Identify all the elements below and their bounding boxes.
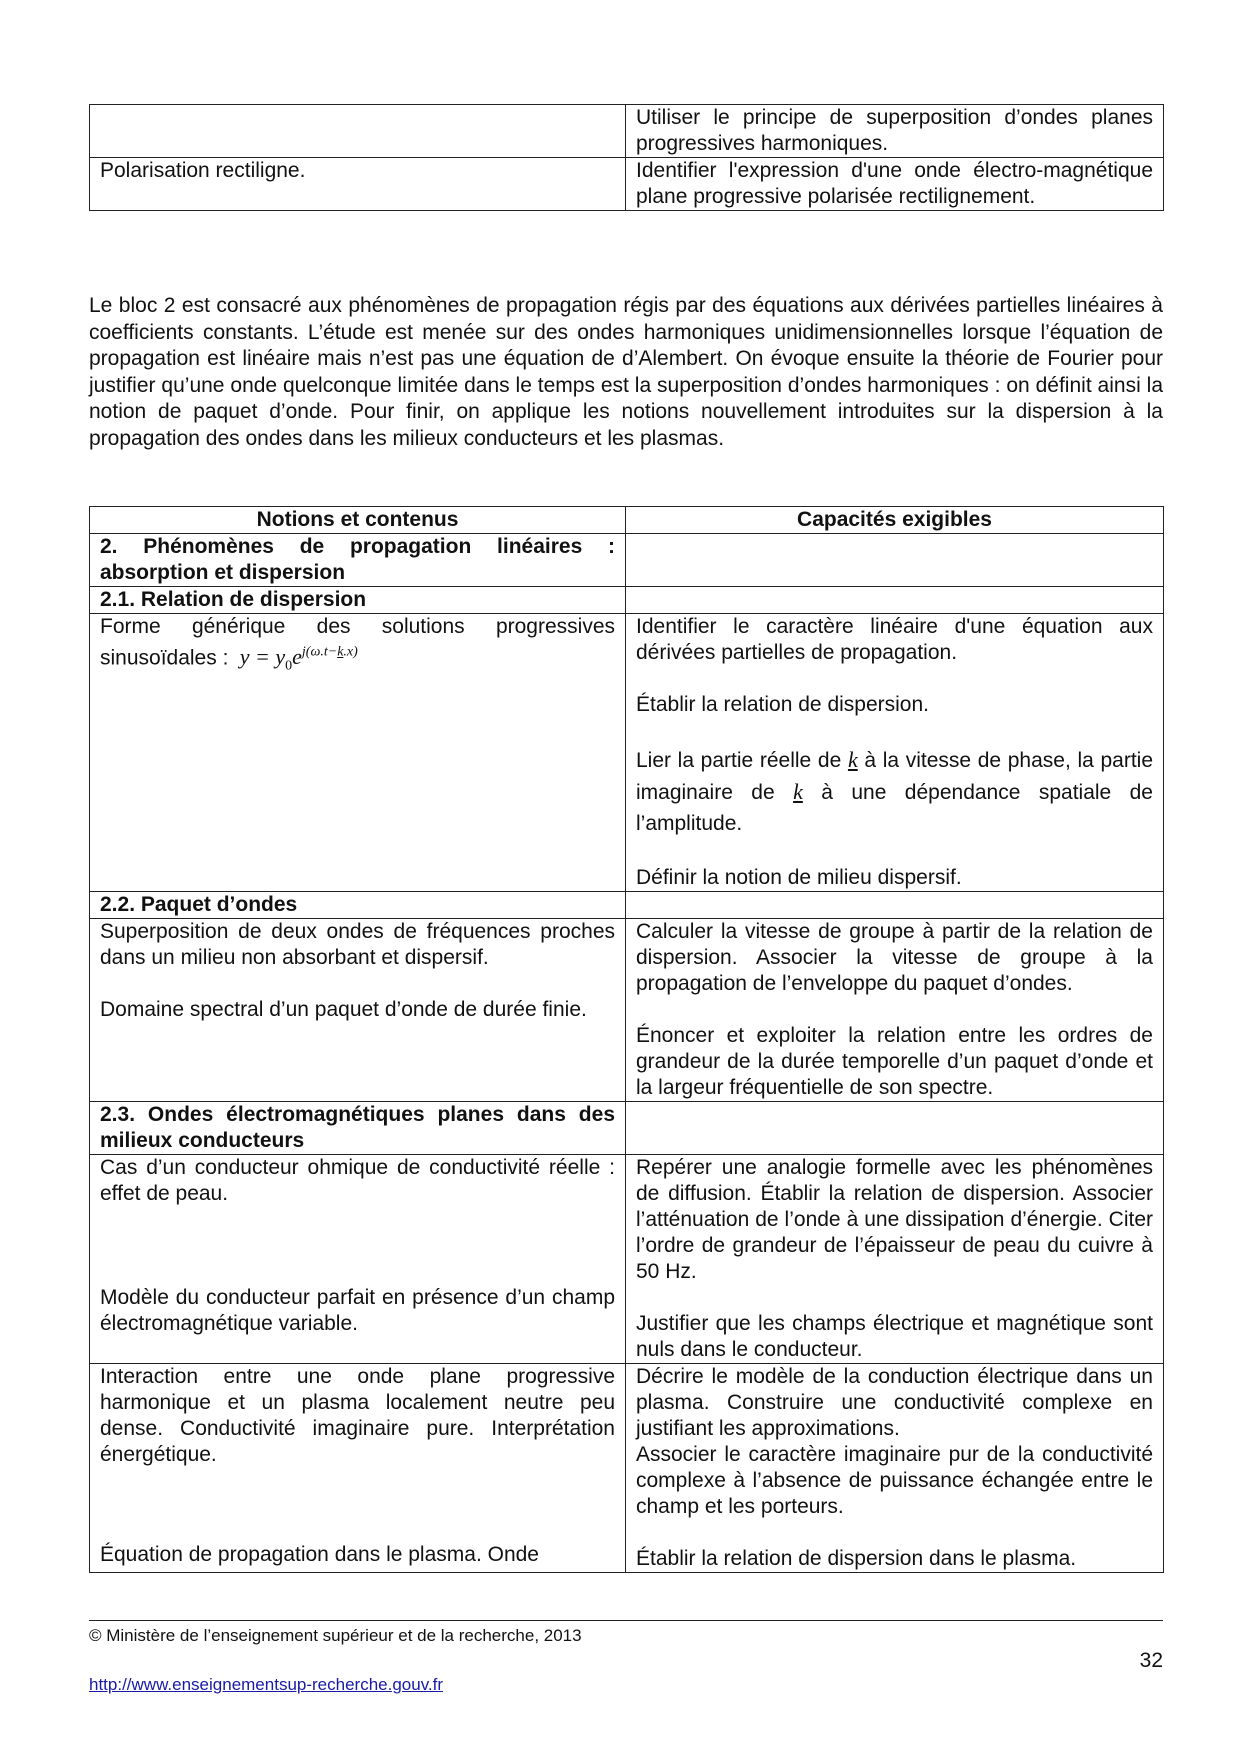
formula-exp-k: k (337, 645, 344, 660)
capacities-table-continued (89, 104, 1164, 211)
cell-text: Justifier que les champs électrique et magnétique sont nuls dans le conducteur. (636, 1312, 1153, 1361)
table-cell (90, 1155, 626, 1364)
table-cell-empty (626, 587, 1164, 614)
table-row (90, 1102, 1164, 1155)
table-cell: Polarisation rectiligne. (90, 158, 626, 211)
formula-exp: j(ω.t− (301, 645, 338, 660)
table-row (90, 919, 1164, 1102)
table-cell-empty (626, 534, 1164, 587)
intro-paragraph: Le bloc 2 est consacré aux phénomènes de propagation régis par des équations aux dérivées partielles linéaires à coefficients constants. L’étude est menée sur des ondes harmoniques unidimensionnelles lorsque l’équation de propagation est linéaire mais n’est pas une équation de d’Alembert. On évoque ensuite la théorie de Fourier pour justifier qu’une onde quelconque limitée dans le temps est la superposition d’ondes harmoniques : on définit ainsi la notion de paquet d’onde. Pour finir, on applique les notions nouvellement introduites sur la dispersion à la propagation des ondes dans les milieux conducteurs et les plasmas. (89, 294, 1163, 450)
table-row (90, 1364, 1164, 1573)
section-heading: 2. Phénomènes de propagation linéaires : absorption et dispersion (90, 534, 626, 587)
cell-text: Associer le caractère imaginaire pur de la conductivité complexe à l’absence de puissance échangée entre le champ et les porteurs. (636, 1443, 1153, 1518)
cell-text: Modèle du conducteur parfait en présence d’un champ électromagnétique variable. (100, 1286, 615, 1335)
table-cell (626, 614, 1164, 892)
table-cell-empty (626, 892, 1164, 919)
table-header-row (90, 507, 1164, 534)
table-row (90, 892, 1164, 919)
formula-base: e (292, 644, 302, 670)
page-number: 32 (1139, 1649, 1163, 1672)
cell-text: Interaction entre une onde plane progressive harmonique et un plasma localement neutre peu dense. Conductivité imaginaire pure. Interprétation énergétique. (100, 1365, 615, 1466)
table-row (90, 105, 1164, 158)
table-row (90, 158, 1164, 211)
cell-text: Définir la notion de milieu dispersif. (636, 866, 962, 889)
table-row (90, 534, 1164, 587)
cell-text: Repérer une analogie formelle avec les phénomènes de diffusion. Établir la relation de dispersion. Associer l’atténuation de l’onde à une dissipation d’énergie. Citer l’ordre de grandeur de l’épaisseur de peau du cuivre à 50 Hz. (636, 1156, 1153, 1283)
table-cell (90, 1364, 626, 1573)
cell-text: Cas d’un conducteur ohmique de conductivité réelle : effet de peau. (100, 1156, 615, 1205)
table-cell (90, 919, 626, 1102)
cell-text: Équation de propagation dans le plasma. Onde (100, 1543, 539, 1566)
cell-text: Énoncer et exploiter la relation entre les ordres de grandeur de la durée temporelle d’un paquet d’onde et la largeur fréquentielle de son spectre. (636, 1024, 1153, 1099)
table-row (90, 587, 1164, 614)
header-notions: Notions et contenus (90, 507, 626, 534)
table-cell: Identifier l'expression d'une onde électro-magnétique plane progressive polarisée rectilignement. (626, 158, 1164, 211)
table-row (90, 1155, 1164, 1364)
cell-text: Domaine spectral d’un paquet d’onde de durée finie. (100, 998, 587, 1021)
footer-divider (89, 1620, 1163, 1621)
cell-text: Forme générique des solutions progressives sinusoïdales : (100, 615, 615, 670)
section-heading: 2.1. Relation de dispersion (90, 587, 626, 614)
cell-text: Identifier le caractère linéaire d'une équation aux dérivées partielles de propagation. (636, 615, 1153, 664)
k-symbol: k (847, 747, 858, 772)
formula-sub: 0 (285, 658, 293, 674)
table-cell (626, 919, 1164, 1102)
cell-text: Superposition de deux ondes de fréquences proches dans un milieu non absorbant et dispersif. (100, 920, 615, 969)
cell-text: Calculer la vitesse de groupe à partir de la relation de dispersion. Associer la vitesse de groupe à la propagation de l’enveloppe du paquet d’ondes. (636, 920, 1153, 995)
table-cell-empty (626, 1102, 1164, 1155)
table-cell (626, 1155, 1164, 1364)
cell-text: Établir la relation de dispersion. (636, 693, 929, 716)
notions-capacities-table (89, 506, 1164, 1573)
header-capacities: Capacités exigibles (626, 507, 1164, 534)
formula-lhs: y = y (239, 644, 286, 670)
table-cell (90, 614, 626, 892)
table-cell (626, 1364, 1164, 1573)
formula-exp-end: .x) (343, 645, 358, 660)
section-heading: 2.2. Paquet d’ondes (90, 892, 626, 919)
table-row (90, 614, 1164, 892)
table-cell (90, 105, 626, 158)
cell-text: Établir la relation de dispersion dans le plasma. (636, 1547, 1077, 1570)
cell-text: Décrire le modèle de la conduction électrique dans un plasma. Construire une conductivité complexe en justifiant les approximations. (636, 1365, 1153, 1440)
k-symbol: k (793, 779, 803, 804)
footer-link[interactable]: http://www.enseignementsup-recherche.gouv.fr (89, 1675, 444, 1694)
section-heading: 2.3. Ondes électromagnétiques planes dans des milieux conducteurs (90, 1102, 626, 1155)
table-cell: Utiliser le principe de superposition d’ondes planes progressives harmoniques. (626, 105, 1164, 158)
wave-formula (234, 644, 358, 674)
cell-text: Lier la partie réelle de k à la vitesse de phase, la partie imaginaire de k à une dépendance spatiale de l’amplitude. (636, 747, 1154, 835)
footer-copyright: © Ministère de l’enseignement supérieur et de la recherche, 2013 (89, 1626, 582, 1645)
